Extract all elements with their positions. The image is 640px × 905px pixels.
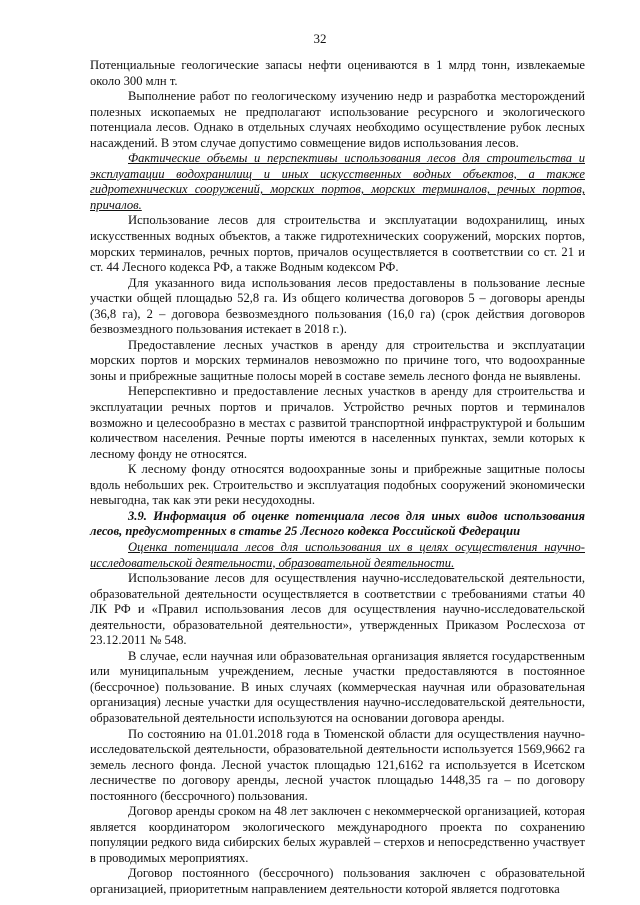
paragraph-permanent-use-contract: Договор постоянного (бессрочного) пользования заключен с образовательной организацией, приоритетным направлением деятельности которой является подготовка: [90, 866, 585, 896]
paragraph-protective-zones: К лесному фонду относятся водоохранные зоны и прибрежные защитные полосы вдоль небольших рек. Строительство и эксплуатация подобных сооружений экономически невыгодна, так как эти реки несудоходны.: [90, 462, 585, 508]
paragraph-lease-area: Для указанного вида использования лесов предоставлены в пользование лесные участки общей площадью 52,8 га. Из общего количества договоров 5 – договоры аренды (36,8 га), 2 – договора безвозмездного пользования (16,0 га) (срок действия договоров безвозмездного пользования истекает в 2018 г.).: [90, 275, 585, 337]
paragraph-sea-ports: Предоставление лесных участков в аренду для строительства и эксплуатации морских портов и морских терминалов невозможно по причине того, что водоохранные зоны и прибрежные защитные полосы морей в составе земель лесного фонда не выявлены.: [90, 337, 585, 383]
document-body: [90, 58, 585, 898]
paragraph-lease-contract: Договор аренды сроком на 48 лет заключен с некоммерческой организацией, которая является координатором экологического международного проекта по сохранению популяции редкого вида сибирских белых журавлей – стерхов и непосредственно участвует в проводимых мероприятиях.: [90, 804, 585, 865]
page-number: 32: [313, 31, 327, 46]
section-heading-3-9: 3.9. Информация об оценке потенциала лесов для иных видов использования лесов, предусмотренных в статье 25 Лесного кодекса Российской Федерации: [90, 508, 585, 539]
paragraph-river-ports: Неперспективно и предоставление лесных участков в аренду для строительства и эксплуатации речных портов и причалов. Устройство речных портов и терминалов возможно и целесообразно в местах с развитой транспортной инфраструктурой и большим количеством населения. Речные порты имеются в населенных пунктах, земли которых к лесному фонду не относятся.: [90, 384, 585, 461]
paragraph-institution-types: В случае, если научная или образовательная организация является государственным или муниципальным учреждением, лесные участки предоставляются в постоянное (бессрочное) пользование. В иных случаях (коммерческая научная или образовательная организация) лесные участки для осуществления научно-исследовательской деятельности, образовательной деятельности используются на основании договора аренды.: [90, 648, 585, 725]
paragraph-water-objects-legal-basis: Использование лесов для строительства и эксплуатации водохранилищ, иных искусственных водных объектов, а также гидротехнических сооружений, морских портов, морских терминалов, речных портов, причалов осуществляется в соответствии со ст. 21 и ст. 44 Лесного кодекса РФ, а также Водным кодексом РФ.: [90, 213, 585, 275]
paragraph-oil-reserves: Потенциальные геологические запасы нефти оцениваются в 1 млрд тонн, извлекаемые около 300 млн т.: [90, 58, 585, 88]
paragraph-research-legal-basis: Использование лесов для осуществления научно-исследовательской деятельности, образовательной деятельности осуществляется в соответствии с требованиями статьи 40 ЛК РФ и «Правил использования лесов для осуществления научно-исследовательской деятельности, образовательной деятельности», утвержденных Приказом Рослесхоза от 23.12.2011 № 548.: [90, 571, 585, 648]
subheading-research-education: Оценка потенциала лесов для использования их в целях осуществления научно-исследовательской деятельности, образовательной деятельности.: [90, 539, 585, 570]
paragraph-tyumen-status: По состоянию на 01.01.2018 года в Тюменской области для осуществления научно-исследовательской деятельности, образовательной деятельности используется 1569,9662 га земель лесного фонда. Лесной участок площадью 121,6162 га используется в Исетском лесничестве по договору аренды, лесной участок площадью 1448,35 га – по договору постоянного (бессрочного) пользования.: [90, 726, 585, 803]
paragraph-geological-works: Выполнение работ по геологическому изучению недр и разработка месторождений полезных ископаемых не предполагают использование ресурсного и экологического потенциала лесов. Однако в отдельных случаях необходимо осуществление рубок лесных насаждений. В этом случае допустимо совмещение видов использования лесов.: [90, 89, 585, 150]
subheading-water-objects: Фактические объемы и перспективы использования лесов для строительства и эксплуатации водохранилищ и иных искусственных водных объектов, а также гидротехнических сооружений, морских портов, морских терминалов, речных портов, причалов.: [90, 151, 585, 212]
